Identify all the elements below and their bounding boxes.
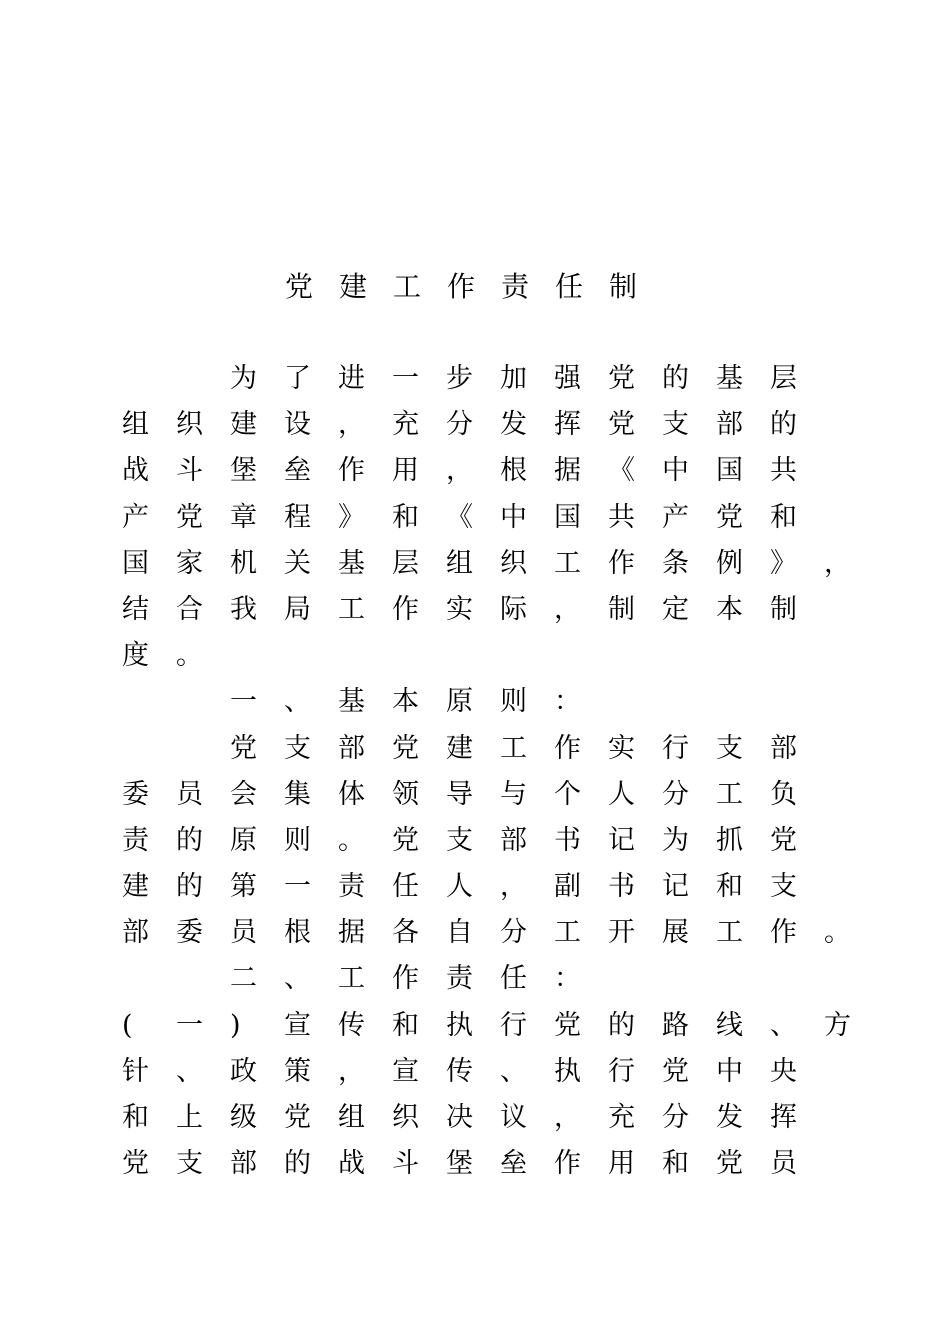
text-char: ， bbox=[824, 547, 851, 579]
text-char: 工 bbox=[716, 917, 743, 949]
text-line bbox=[122, 448, 862, 494]
text-char: 中 bbox=[662, 455, 689, 487]
text-char: 党 bbox=[662, 1055, 689, 1087]
text-char: 央 bbox=[770, 1055, 797, 1087]
title-char: 工 bbox=[393, 270, 422, 303]
text-char: 宣 bbox=[284, 1009, 311, 1041]
text-line bbox=[122, 541, 862, 587]
text-char: 基 bbox=[338, 686, 365, 718]
text-char: ， bbox=[554, 593, 581, 625]
text-char: 产 bbox=[662, 501, 689, 533]
text-char: 织 bbox=[500, 547, 527, 579]
text-char: 任 bbox=[392, 871, 419, 903]
text-char: 织 bbox=[392, 1102, 419, 1133]
text-char: 步 bbox=[446, 363, 473, 394]
text-char: 党 bbox=[554, 1009, 581, 1041]
text-char: 制 bbox=[770, 593, 797, 625]
text-char: 用 bbox=[608, 1148, 635, 1180]
title-char: 制 bbox=[609, 270, 638, 303]
text-char: 中 bbox=[716, 1055, 743, 1087]
text-line bbox=[122, 356, 862, 402]
text-char: 组 bbox=[338, 1102, 365, 1133]
text-char: 和 bbox=[770, 501, 797, 533]
text-char: 挥 bbox=[770, 1102, 797, 1133]
text-char: 分 bbox=[500, 917, 527, 949]
text-char: 议 bbox=[500, 1102, 527, 1133]
text-char: 部 bbox=[500, 824, 527, 856]
text-char: 党 bbox=[122, 1148, 149, 1180]
text-char: 实 bbox=[446, 593, 473, 625]
text-char: 局 bbox=[284, 593, 311, 625]
text-char: 根 bbox=[500, 455, 527, 487]
text-char: 作 bbox=[608, 547, 635, 579]
text-char: 章 bbox=[230, 501, 257, 533]
text-char: 部 bbox=[230, 1148, 257, 1180]
text-char: 例 bbox=[716, 547, 743, 579]
text-char: 织 bbox=[176, 409, 203, 441]
text-char bbox=[176, 726, 230, 772]
text-char: 堡 bbox=[230, 455, 257, 487]
text-char: 建 bbox=[230, 409, 257, 441]
text-char: 记 bbox=[662, 871, 689, 903]
text-char: 机 bbox=[230, 547, 257, 579]
text-char: 结 bbox=[122, 593, 149, 625]
text-char: ， bbox=[446, 455, 473, 487]
text-char: 党 bbox=[716, 1148, 743, 1180]
title-char: 作 bbox=[447, 270, 476, 303]
text-char: 作 bbox=[770, 917, 797, 949]
text-char: 充 bbox=[392, 409, 419, 441]
text-char: 根 bbox=[284, 917, 311, 949]
text-char: 的 bbox=[176, 871, 203, 903]
text-char: 。 bbox=[338, 824, 365, 856]
document-body bbox=[122, 356, 862, 1187]
text-char: 体 bbox=[338, 778, 365, 810]
text-char: 工 bbox=[554, 547, 581, 579]
text-char: 责 bbox=[122, 824, 149, 856]
text-char: 作 bbox=[338, 455, 365, 487]
text-char: 共 bbox=[608, 501, 635, 533]
text-char: 制 bbox=[608, 593, 635, 625]
text-char: 书 bbox=[554, 824, 581, 856]
text-line bbox=[122, 726, 862, 772]
text-char: ) bbox=[230, 1009, 241, 1041]
text-char: 委 bbox=[176, 917, 203, 949]
text-char: 为 bbox=[230, 363, 257, 394]
text-char bbox=[176, 956, 230, 1002]
text-char: 线 bbox=[716, 1009, 743, 1041]
text-char: 党 bbox=[392, 732, 419, 764]
text-char: ， bbox=[554, 1102, 581, 1133]
text-char: 的 bbox=[608, 1009, 635, 1041]
text-char: 中 bbox=[500, 501, 527, 533]
text-char: 的 bbox=[662, 363, 689, 394]
text-char: 发 bbox=[500, 409, 527, 441]
text-line bbox=[122, 1141, 862, 1187]
text-char: 执 bbox=[446, 1009, 473, 1041]
text-char: 定 bbox=[662, 593, 689, 625]
text-char: 书 bbox=[608, 871, 635, 903]
text-char: 作 bbox=[554, 732, 581, 764]
text-line bbox=[122, 1003, 862, 1049]
text-char: 一 bbox=[392, 363, 419, 394]
text-char: 斗 bbox=[392, 1148, 419, 1180]
text-char: 原 bbox=[446, 686, 473, 718]
text-char: 人 bbox=[446, 871, 473, 903]
text-char: 条 bbox=[662, 547, 689, 579]
text-char: 《 bbox=[446, 501, 473, 533]
text-char: 部 bbox=[770, 732, 797, 764]
text-char: 宣 bbox=[392, 1055, 419, 1087]
text-line bbox=[122, 864, 862, 910]
text-char: 员 bbox=[230, 917, 257, 949]
text-char: 工 bbox=[716, 778, 743, 810]
text-char: 、 bbox=[770, 1009, 797, 1041]
text-char: 和 bbox=[662, 1148, 689, 1180]
text-char: 发 bbox=[716, 1102, 743, 1133]
text-char: 基 bbox=[716, 363, 743, 394]
text-char: 负 bbox=[770, 778, 797, 810]
text-char: 上 bbox=[176, 1102, 203, 1133]
text-char: 层 bbox=[392, 547, 419, 579]
text-char: 作 bbox=[392, 963, 419, 995]
text-char: 和 bbox=[122, 1102, 149, 1133]
title-char: 责 bbox=[501, 270, 530, 303]
text-char: 一 bbox=[230, 686, 257, 718]
text-char: 行 bbox=[662, 732, 689, 764]
text-char: 责 bbox=[446, 963, 473, 995]
text-char: 传 bbox=[338, 1009, 365, 1041]
text-line bbox=[122, 818, 862, 864]
text-char: 组 bbox=[446, 547, 473, 579]
text-char: 策 bbox=[284, 1055, 311, 1087]
text-char: 共 bbox=[770, 455, 797, 487]
text-char: 国 bbox=[554, 501, 581, 533]
text-char: 支 bbox=[770, 871, 797, 903]
text-char: 个 bbox=[554, 778, 581, 810]
text-char: 层 bbox=[770, 363, 797, 394]
text-char bbox=[122, 726, 176, 772]
text-char: 工 bbox=[338, 963, 365, 995]
text-char: 挥 bbox=[554, 409, 581, 441]
text-char: 用 bbox=[392, 455, 419, 487]
text-char: ， bbox=[338, 1055, 365, 1087]
text-char: 的 bbox=[770, 409, 797, 441]
text-char: 战 bbox=[338, 1148, 365, 1180]
text-char: 为 bbox=[662, 824, 689, 856]
text-char: 支 bbox=[176, 1148, 203, 1180]
text-char: 和 bbox=[716, 871, 743, 903]
text-line bbox=[122, 910, 862, 956]
text-char: 级 bbox=[230, 1102, 257, 1133]
text-char bbox=[122, 956, 176, 1002]
text-char: 据 bbox=[554, 455, 581, 487]
text-char: 。 bbox=[176, 640, 203, 672]
text-char: 集 bbox=[284, 778, 311, 810]
text-char: 会 bbox=[230, 778, 257, 810]
text-char: 本 bbox=[716, 593, 743, 625]
text-char: 家 bbox=[176, 547, 203, 579]
text-char: 自 bbox=[446, 917, 473, 949]
text-char: 责 bbox=[338, 871, 365, 903]
document-title bbox=[285, 262, 663, 312]
text-char bbox=[176, 356, 230, 402]
text-char: 第 bbox=[230, 871, 257, 903]
text-char: 我 bbox=[230, 593, 257, 625]
text-char: 基 bbox=[338, 547, 365, 579]
text-char: 垒 bbox=[500, 1148, 527, 1180]
text-char: 针 bbox=[122, 1055, 149, 1087]
text-char: 、 bbox=[284, 963, 311, 995]
text-char: 领 bbox=[392, 778, 419, 810]
text-char: 路 bbox=[662, 1009, 689, 1041]
text-char: 任 bbox=[500, 963, 527, 995]
text-line bbox=[122, 956, 862, 1002]
text-char: 国 bbox=[122, 547, 149, 579]
text-char: ： bbox=[554, 686, 581, 718]
text-line bbox=[122, 1095, 862, 1141]
text-char: 、 bbox=[284, 686, 311, 718]
text-char: 行 bbox=[608, 1055, 635, 1087]
text-char: 斗 bbox=[176, 455, 203, 487]
text-char: 支 bbox=[716, 732, 743, 764]
text-char: 抓 bbox=[716, 824, 743, 856]
text-char: 分 bbox=[662, 1102, 689, 1133]
text-char: 党 bbox=[284, 1102, 311, 1133]
text-char: 员 bbox=[770, 1148, 797, 1180]
text-char: 行 bbox=[500, 1009, 527, 1041]
text-char: 、 bbox=[500, 1055, 527, 1087]
text-char: 工 bbox=[500, 732, 527, 764]
text-char: 的 bbox=[176, 824, 203, 856]
text-char: 的 bbox=[284, 1148, 311, 1180]
text-char: 党 bbox=[608, 409, 635, 441]
text-char: 则 bbox=[500, 686, 527, 718]
text-char: 实 bbox=[608, 732, 635, 764]
text-char: 员 bbox=[176, 778, 203, 810]
text-char: 际 bbox=[500, 593, 527, 625]
text-char: 原 bbox=[230, 824, 257, 856]
text-char: 垒 bbox=[284, 455, 311, 487]
text-char: 分 bbox=[662, 778, 689, 810]
text-char: 导 bbox=[446, 778, 473, 810]
text-char: 一 bbox=[176, 1009, 203, 1041]
text-char: 党 bbox=[608, 363, 635, 394]
title-char: 党 bbox=[285, 270, 314, 303]
text-char: 党 bbox=[392, 824, 419, 856]
text-char: 分 bbox=[446, 409, 473, 441]
text-char: 度 bbox=[122, 640, 149, 672]
text-char: 一 bbox=[284, 871, 311, 903]
text-char: 各 bbox=[392, 917, 419, 949]
text-char: 《 bbox=[608, 455, 635, 487]
text-char: 党 bbox=[176, 501, 203, 533]
title-char: 任 bbox=[555, 270, 584, 303]
text-char: 则 bbox=[284, 824, 311, 856]
text-char: ， bbox=[338, 409, 365, 441]
text-char: 开 bbox=[608, 917, 635, 949]
text-line bbox=[122, 402, 862, 448]
text-char: 本 bbox=[392, 686, 419, 718]
text-char: 二 bbox=[230, 963, 257, 995]
text-char: 和 bbox=[392, 501, 419, 533]
text-char bbox=[122, 679, 176, 725]
text-line bbox=[122, 633, 862, 679]
text-char: 部 bbox=[338, 732, 365, 764]
text-char: 委 bbox=[122, 778, 149, 810]
text-char: 展 bbox=[662, 917, 689, 949]
text-char: 支 bbox=[446, 824, 473, 856]
text-char: 和 bbox=[392, 1009, 419, 1041]
text-char: ( bbox=[122, 1009, 133, 1041]
text-line bbox=[122, 1049, 862, 1095]
text-char: 了 bbox=[284, 363, 311, 394]
text-line bbox=[122, 587, 862, 633]
text-char: ， bbox=[500, 871, 527, 903]
text-char: 人 bbox=[608, 778, 635, 810]
text-char: 设 bbox=[284, 409, 311, 441]
text-char: 战 bbox=[122, 455, 149, 487]
text-char: 作 bbox=[392, 593, 419, 625]
text-char: 程 bbox=[284, 501, 311, 533]
text-char: 、 bbox=[176, 1055, 203, 1087]
text-char: ： bbox=[554, 963, 581, 995]
title-char: 建 bbox=[339, 270, 368, 303]
text-char: 》 bbox=[770, 547, 797, 579]
text-char: 部 bbox=[122, 917, 149, 949]
text-char: 决 bbox=[446, 1102, 473, 1133]
text-char: 进 bbox=[338, 363, 365, 394]
text-line bbox=[122, 679, 862, 725]
text-char: 副 bbox=[554, 871, 581, 903]
text-char: 国 bbox=[716, 455, 743, 487]
text-char: 作 bbox=[554, 1148, 581, 1180]
text-char: 强 bbox=[554, 363, 581, 394]
text-char: 建 bbox=[122, 871, 149, 903]
text-char bbox=[176, 679, 230, 725]
text-char: 合 bbox=[176, 593, 203, 625]
text-char: 》 bbox=[338, 501, 365, 533]
text-char: 传 bbox=[446, 1055, 473, 1087]
text-char: 部 bbox=[716, 409, 743, 441]
text-char: 充 bbox=[608, 1102, 635, 1133]
text-char: 执 bbox=[554, 1055, 581, 1087]
text-char: 支 bbox=[662, 409, 689, 441]
text-char: 组 bbox=[122, 409, 149, 441]
text-line bbox=[122, 495, 862, 541]
text-char: 关 bbox=[284, 547, 311, 579]
text-char bbox=[122, 356, 176, 402]
text-char: 党 bbox=[716, 501, 743, 533]
text-line bbox=[122, 772, 862, 818]
text-char: 工 bbox=[554, 917, 581, 949]
text-char: 党 bbox=[770, 824, 797, 856]
text-char: 建 bbox=[446, 732, 473, 764]
text-char: 党 bbox=[230, 732, 257, 764]
text-char: 产 bbox=[122, 501, 149, 533]
text-char: 与 bbox=[500, 778, 527, 810]
text-char: 政 bbox=[230, 1055, 257, 1087]
text-char: 方 bbox=[824, 1009, 851, 1041]
text-char: 堡 bbox=[446, 1148, 473, 1180]
text-char: 记 bbox=[608, 824, 635, 856]
text-char: 支 bbox=[284, 732, 311, 764]
text-char: 据 bbox=[338, 917, 365, 949]
text-char: 工 bbox=[338, 593, 365, 625]
text-char: 。 bbox=[824, 917, 851, 949]
text-char: 加 bbox=[500, 363, 527, 394]
